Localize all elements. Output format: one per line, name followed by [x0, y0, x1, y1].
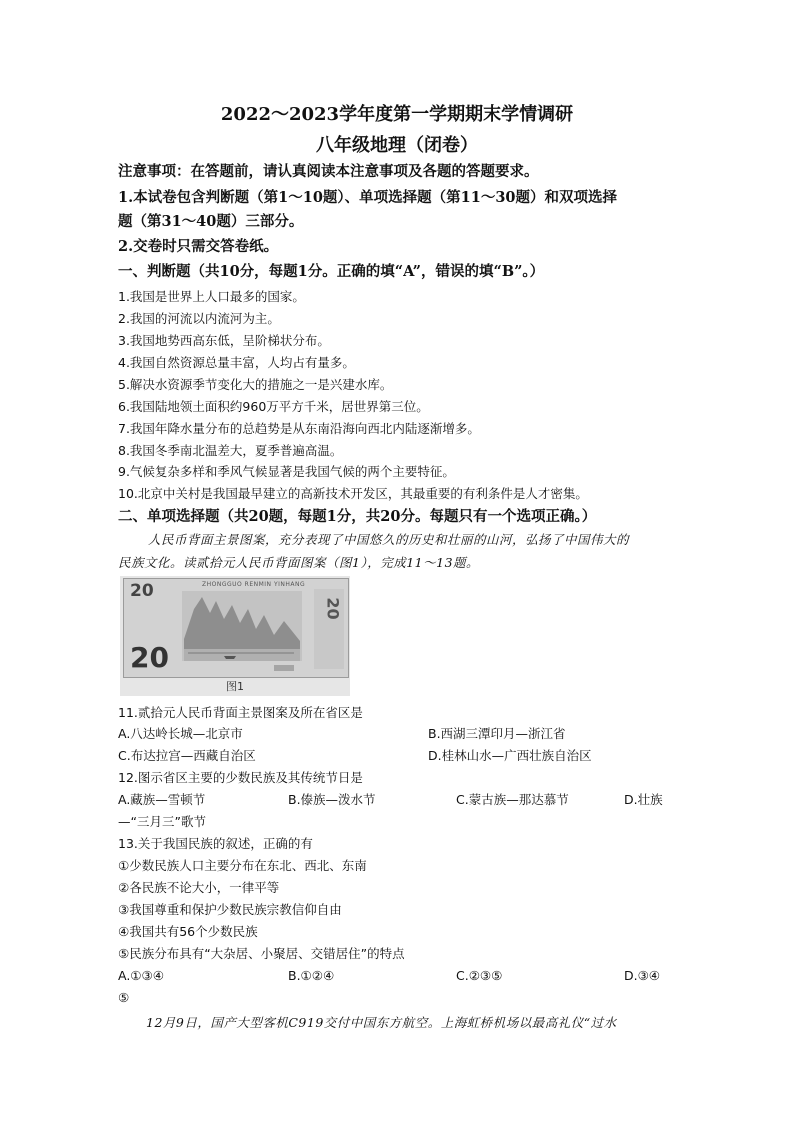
question-12-stem: 12.图示省区主要的少数民族及其传统节日是 [118, 770, 363, 785]
question-12-option-b: B.傣族—泼水节 [288, 792, 376, 807]
question-11-option-c: C.布达拉宫—西藏自治区 [118, 748, 256, 763]
question-12-option-d: D.壮族 [624, 792, 663, 807]
judge-item-2: 2.我国的河流以内流河为主。 [118, 311, 280, 326]
question-13-statement-5: ⑤民族分布具有“大杂居、小聚居、交错居住”的特点 [118, 946, 405, 961]
exam-subtitle: 八年级地理（闭卷） [316, 135, 478, 156]
question-13-statement-2: ②各民族不论大小，一律平等 [118, 880, 280, 895]
notes-item-1-line-2: 题（第31～40题）三部分。 [118, 213, 304, 230]
notes-item-1-line-1: 1.本试卷包含判断题（第1～10题）、单项选择题（第11～30题）和双项选择 [118, 189, 618, 206]
notes-item-2: 2.交卷时只需交答卷纸。 [118, 238, 279, 255]
question-12-option-c: C.蒙古族—那达慕节 [456, 792, 569, 807]
banknote-image [123, 578, 349, 678]
judge-item-7: 7.我国年降水量分布的总趋势是从东南沿海向西北内陆逐渐增多。 [118, 421, 480, 436]
question-13-option-c: C.②③⑤ [456, 968, 503, 983]
denomination-right: 20 [323, 597, 343, 620]
judge-item-10: 10.北京中关村是我国最早建立的高新技术开发区，其最重要的有利条件是人才密集。 [118, 486, 588, 501]
question-12-option-d-continued: —“三月三”歌节 [118, 814, 206, 829]
judge-item-3: 3.我国地势西高东低，呈阶梯状分布。 [118, 333, 330, 348]
bank-name-banner: ZHONGGUO RENMIN YINHANG [202, 581, 306, 588]
question-13-statement-4: ④我国共有56个少数民族 [118, 924, 258, 939]
passage-intro-line-2: 民族文化。读贰拾元人民币背面图案（图1），完成11～13题。 [118, 555, 480, 570]
judge-item-9: 9.气候复杂多样和季风气候显著是我国气候的两个主要特征。 [118, 464, 455, 479]
exam-title: 2022～2023学年度第一学期期末学情调研 [220, 104, 574, 125]
question-13-option-d-continued: ⑤ [118, 990, 130, 1005]
banknote-figure [120, 576, 350, 696]
question-11-stem: 11.贰拾元人民币背面主景图案及所在省区是 [118, 705, 363, 720]
question-11-option-b: B.西湖三潭印月—浙江省 [428, 726, 566, 741]
judge-item-1: 1.我国是世界上人口最多的国家。 [118, 289, 305, 304]
question-12-option-a: A.藏族—雪顿节 [118, 792, 206, 807]
question-11-option-d: D.桂林山水—广西壮族自治区 [428, 748, 592, 763]
denomination-top-left: 20 [130, 581, 154, 601]
judge-item-6: 6.我国陆地领土面积约960万平方千米，居世界第三位。 [118, 399, 429, 414]
question-13-option-b: B.①②④ [288, 968, 335, 983]
passage-intro-line-1: 人民币背面主景图案，充分表现了中国悠久的历史和壮丽的山河，弘扬了中国伟大的 [148, 532, 630, 547]
passage-next-intro: 12月9日，国产大型客机C919交付中国东方航空。上海虹桥机场以最高礼仪“过水 [146, 1015, 617, 1030]
question-11-option-a: A.八达岭长城—北京市 [118, 726, 243, 741]
denomination-bottom-left: 20 [130, 641, 169, 674]
figure-caption: 图1 [226, 680, 244, 693]
judge-item-4: 4.我国自然资源总量丰富，人均占有量多。 [118, 355, 355, 370]
section-2-heading: 二、单项选择题（共20题，每题1分，共20分。每题只有一个选项正确。） [118, 508, 597, 525]
question-13-statement-3: ③我国尊重和保护少数民族宗教信仰自由 [118, 902, 342, 917]
judge-item-8: 8.我国冬季南北温差大，夏季普遍高温。 [118, 443, 343, 458]
question-13-stem: 13.关于我国民族的叙述，正确的有 [118, 836, 313, 851]
judge-item-5: 5.解决水资源季节变化大的措施之一是兴建水库。 [118, 377, 393, 392]
question-13-statement-1: ①少数民族人口主要分布在东北、西北、东南 [118, 858, 367, 873]
question-13-option-d: D.③④ [624, 968, 661, 983]
section-1-heading: 一、判断题（共10分，每题1分。正确的填“A”，错误的填“B”。） [118, 263, 545, 280]
question-13-option-a: A.①③④ [118, 968, 164, 983]
notes-heading: 注意事项：在答题前，请认真阅读本注意事项及各题的答题要求。 [118, 163, 539, 180]
